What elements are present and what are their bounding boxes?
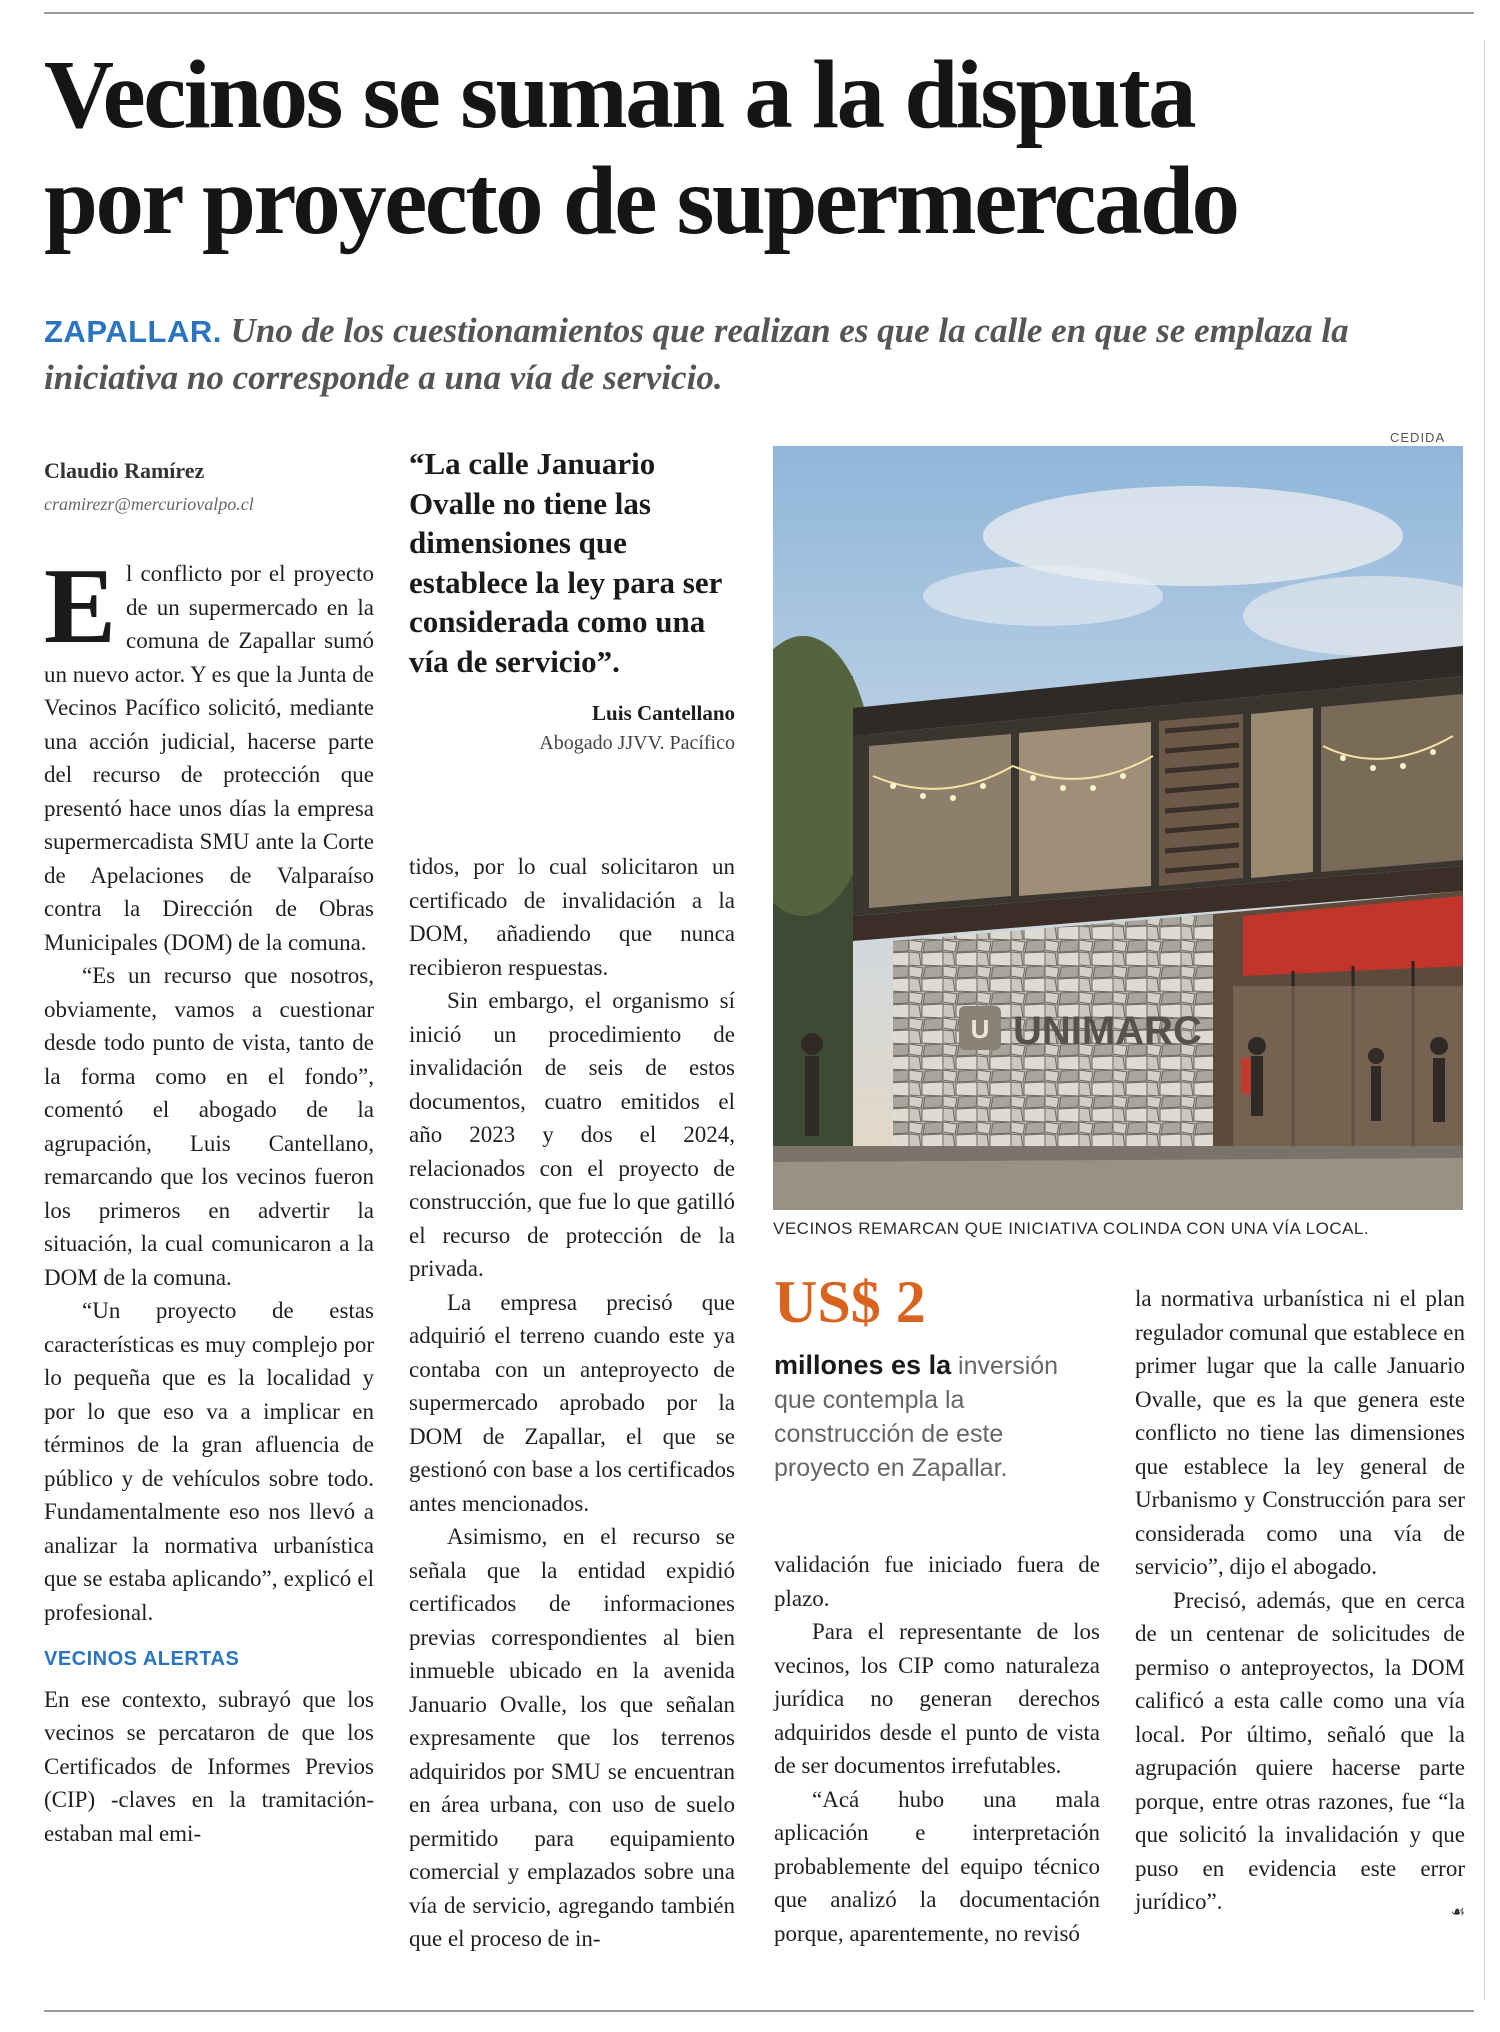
paragraph-8: Asimismo, en el recurso se señala que la entidad expidió certificados de informaciones previas correspondientes al bien inmueble ubicado en la avenida Januario Ovalle, los que señalan expresamente que los terrenos adquiridos por SMU se encuentran en área urbana, con uso de suelo permitido para equipamiento comercial y emplazados sobre una vía de servicio, agregando también que el proceso de in- bbox=[409, 1524, 735, 1951]
paragraph-3: “Un proyecto de estas características es muy complejo por lo pequeña que es la localidad y por lo que eso va a implicar en términos de la gran afluencia de público y de vehículos sobre todo. Fundamentalmente eso nos llevó a analizar la normativa urbanística que se estaba aplicando”, explicó el profesional. bbox=[44, 1298, 374, 1625]
store-rendering-photo bbox=[773, 446, 1463, 1210]
top-rule bbox=[44, 12, 1474, 14]
drop-cap: E bbox=[44, 547, 117, 666]
paragraph-12: la normativa urbanística ni el plan regulador comunal que establece en primer lugar que la calle Januario Ovalle, que es la que genera este conflicto no tiene las dimensiones que establece la ley general de Urbanismo y Construcción para ser considerada como una vía de servicio”, dijo el abogado. bbox=[1135, 1286, 1465, 1579]
body-column-2 bbox=[409, 850, 735, 1956]
bottom-rule bbox=[44, 2010, 1474, 2012]
photo-credit: CEDIDA bbox=[1390, 430, 1446, 445]
section-subhead: VECINOS ALERTAS bbox=[44, 1648, 240, 1670]
location-kicker: ZAPALLAR. bbox=[44, 314, 222, 349]
paragraph-4: En ese contexto, subrayó que los vecinos se percataron de que los Certificados de Informes Previos (CIP) -claves en la tramitación- estaban mal emi- bbox=[44, 1686, 374, 1846]
photo-caption: VECINOS REMARCAN QUE INICIATIVA COLINDA CON UNA VÍA LOCAL. bbox=[773, 1219, 1370, 1238]
headline-line-2: por proyecto de supermercado bbox=[44, 147, 1238, 254]
stat-number: US$ 2 bbox=[774, 1269, 926, 1335]
author-email: cramirezr@mercuriovalpo.cl bbox=[44, 494, 254, 514]
end-mark-icon: ☙ bbox=[1450, 1902, 1465, 1921]
store-sign-text: UNIMARC bbox=[1013, 1009, 1202, 1053]
stat-rest-text: inversión que contempla la construcción de este proyecto en Zapallar. bbox=[774, 1352, 1059, 1482]
svg-text:U: U bbox=[970, 1014, 990, 1044]
pull-quote-text: “La calle Januario Ovalle no tiene las dimensiones que establece la ley para ser considerada como una vía de servicio”. bbox=[409, 446, 722, 679]
paragraph-10: Para el representante de los vecinos, los CIP como naturaleza jurídica no generan derechos adquiridos desde el punto de vista de ser documentos irrefutables. bbox=[774, 1619, 1100, 1778]
paragraph-6: Sin embargo, el organismo sí inició un procedimiento de invalidación de seis de estos documentos, cuatro emitidos el año 2023 y dos el 2024, relacionados con el proyecto de construcción, que fue lo que gatilló el recurso de protección de la privada. bbox=[409, 988, 735, 1281]
body-column-4 bbox=[1135, 1282, 1465, 1929]
stat-text bbox=[774, 1348, 1100, 1485]
paragraph-1 bbox=[44, 547, 374, 959]
lead-text: Uno de los cuestionamientos que realizan es que la calle en que se emplaza la iniciativa no corresponde a una vía de servicio. bbox=[44, 311, 1349, 397]
body-column-1 bbox=[44, 547, 374, 1850]
store-rendering-illustration bbox=[773, 446, 1463, 1210]
paragraph-1-text: l conflicto por el proyecto de un supermercado en la comuna de Zapallar sumó un nuevo actor. Y es que la Junta de Vecinos Pacífico solicitó, mediante una acción judicial, hacerse parte del recurso de protección que presentó hace unos días la empresa supermercadista SMU ante la Corte de Apelaciones de Valparaíso contra la Dirección de Obras Municipales (DOM) de la comuna. bbox=[44, 561, 374, 955]
lead-paragraph bbox=[44, 308, 1464, 401]
paragraph-9: validación fue iniciado fuera de plazo. bbox=[774, 1552, 1100, 1611]
paragraph-11: “Acá hubo una mala aplicación e interpretación probablemente del equipo técnico que analizó la documentación porque, aparentemente, no revisó bbox=[774, 1786, 1100, 1946]
paragraph-13 bbox=[1135, 1584, 1465, 1919]
body-column-3 bbox=[774, 1548, 1100, 1950]
paragraph-7: La empresa precisó que adquirió el terreno cuando este ya contaba con un anteproyecto de supermercado aprobado por la DOM de Zapallar, el que se gestionó con base a los certificados antes mencionados. bbox=[409, 1289, 735, 1516]
pull-quote-role: Abogado JJVV. Pacífico bbox=[539, 732, 735, 754]
pull-quote-name: Luis Cantellano bbox=[592, 701, 735, 725]
right-rule bbox=[1484, 40, 1485, 2000]
stat-bold-text: millones es la bbox=[774, 1350, 952, 1380]
author-name: Claudio Ramírez bbox=[44, 458, 205, 483]
headline-line-1: Vecinos se suman a la disputa bbox=[44, 41, 1195, 148]
stat-box bbox=[774, 1270, 1100, 1485]
pull-quote bbox=[409, 444, 735, 755]
paragraph-2: “Es un recurso que nosotros, obviamente, vamos a cuestionar desde todo punto de vista, tanto de la forma como en el fondo”, comentó el abogado de la agrupación, Luis Cantellano, remarcando que los vecinos fueron los primeros en advertir la situación, la cual comunicaron a la DOM de la comuna. bbox=[44, 963, 374, 1290]
headline bbox=[44, 42, 1484, 254]
byline bbox=[44, 458, 254, 515]
paragraph-5: tidos, por lo cual solicitaron un certificado de invalidación a la DOM, añadiendo que nunca recibieron respuestas. bbox=[409, 854, 735, 980]
paragraph-13-text: Precisó, además, que en cerca de un centenar de solicitudes de permiso o anteproyectos, la DOM calificó a esta calle como una vía local. Por último, señaló que la agrupación quiere hacerse parte porque, entre otras razones, fue “la que solicitó la invalidación y que puso en evidencia este error jurídico”. bbox=[1135, 1587, 1465, 1914]
